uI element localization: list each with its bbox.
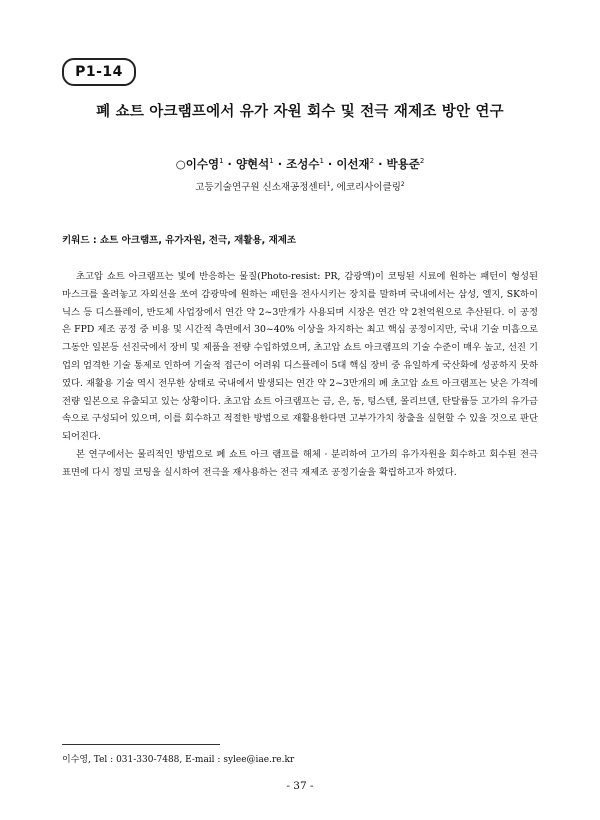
author-list: [0, 156, 600, 172]
author: ○이수영$^1$ ·: [175, 157, 236, 171]
abstract-body: [62, 268, 538, 482]
author: 박용준$^2$: [386, 157, 425, 171]
affiliations: 고등기술연구원 신소재공정센터$^1$, 에코리사이클링$^2$: [195, 180, 405, 193]
abstract-paragraph: 본 연구에서는 물리적인 방법으로 폐 쇼트 아크 램프를 해체 · 분리하여 고가의 유가자원을 회수하고 회수된 전극 표면에 다시 정밀 코팅을 실시하여 전극을 재사용하는 전극 재제조 공정기술을 확립하고자 하였다.: [62, 448, 538, 478]
keywords: 키워드 : 쇼트 아크램프, 유가자원, 전극, 재활용, 재제조: [62, 235, 297, 246]
author: 조성수$^1$ ·: [286, 157, 337, 171]
author: 이선재$^2$ ·: [336, 157, 387, 171]
author: 양현석$^1$ ·: [235, 157, 287, 171]
footnote-contact: 이수영, Tel : 031-330-7488, E-mail : sylee@iae.re.kr: [62, 755, 295, 765]
page-number: - 37 -: [286, 780, 314, 792]
presentation-code: P1-14: [75, 64, 123, 80]
presentation-code-badge: [62, 58, 136, 86]
paper-title: 폐 쇼트 아크램프에서 유가 자원 회수 및 전극 재제조 방안 연구: [96, 104, 504, 120]
abstract-paragraph: 초고압 쇼트 아크램프는 빛에 반응하는 물질(Photo-resist: PR, 감광액)이 코팅된 시료에 원하는 패턴이 형성된 마스크를 올려놓고 자외선을 쏘여 감광막에 원하는 패턴을 전사시키는 장치를 말하며 국내에서는 삼성, 엘지, SK하이닉스 등 디스플레이, 반도체 사업장에서 연간 약 2~3만개가 사용되며 시장은 연간 약 2천억원으로 추산된다. 이 공정은 FPD 제조 공정 중 비용 및 시간적 측면에서 30~40% 이상을 차지하는 최고 핵심 공정이지만, 국내 기술 미흡으로 그동안 일본등 선진국에서 장비 및 제품을 전량 수입하였으며, 초고압 쇼트 아크램프의 기술 수준이 매우 높고, 선진 기업의 엄격한 기술 통제로 인하여 기술적 접근이 어려워 디스플레이 5대 핵심 장비 중 유일하게 국산화에 성공하지 못하였다. 재활용 기술 역시 전무한 상태로 국내에서 발생되는 연간 약 2~3만개의 폐 초고압 쇼트 아크램프는 낮은 가격에 전량 일본으로 유출되고 있는 상황이다. 초고압 쇼트 아크램프는 금, 은, 동, 텅스텐, 몰리브덴, 탄탈륨등 고가의 유가금속으로 구성되어 있으며, 이를 회수하고 적절한 방법으로 재활용한다면 고부가가치 창출을 실현할 수 있을 것으로 판단되어진다.: [62, 271, 538, 443]
footnote-divider: [62, 744, 220, 745]
